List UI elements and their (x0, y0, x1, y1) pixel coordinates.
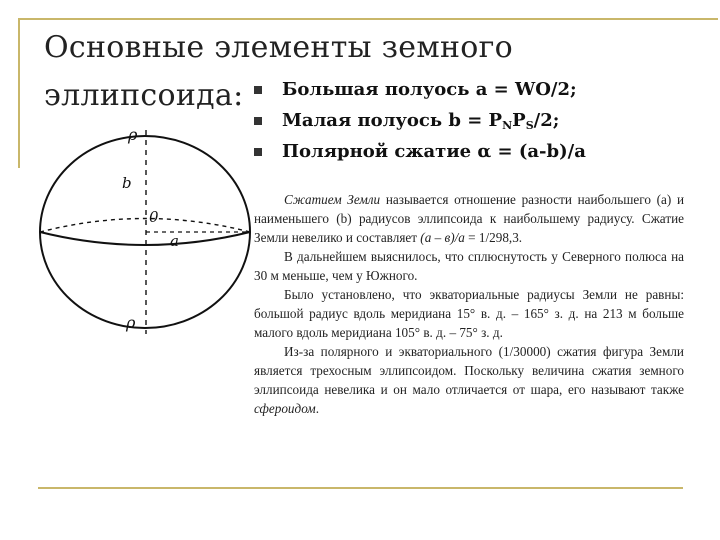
paragraph-definition (254, 190, 684, 247)
label-p-bottom: ρ (126, 313, 136, 332)
title-line-2: эллипсоида: (44, 78, 244, 113)
subscript-s: S (525, 119, 534, 132)
bullet-item (254, 109, 704, 140)
bullet-text-semimajor: Большая полуось a = WO/2; (282, 79, 577, 100)
ellipsoid-figure (28, 110, 253, 340)
bullet-item (254, 78, 704, 109)
bullet-text-flattening: Полярной сжатие α = (a-b)/a (282, 141, 586, 162)
term-flattening: Сжатием Земли (284, 192, 381, 207)
bullet-text-semiminor (282, 109, 559, 138)
title-line-1: Основные элементы земного (44, 30, 513, 65)
flattening-value: = 1/298,3. (464, 230, 523, 245)
semiminor-p: P (512, 110, 526, 131)
paragraph-polar-difference: В дальнейшем выяснилось, что сплюснутость у Северного полюса на 30 м меньше, чем у Южного. (254, 249, 684, 283)
term-spheroid: сфероидом (254, 401, 316, 416)
square-bullet-icon (254, 86, 262, 94)
square-bullet-icon (254, 117, 262, 125)
triaxial-text: Из-за полярного и экваториального (1/30000) сжатия фигура Земли является трехосным эллипсоидом. Поскольку величина сжатия земного эллипсоида невелика и он мало отличается от шара, его называют также (254, 344, 684, 397)
bullet-list (254, 78, 704, 171)
frame-left-line (18, 18, 20, 168)
body-text (254, 190, 684, 418)
label-b: b (122, 174, 132, 192)
square-bullet-icon (254, 148, 262, 156)
subscript-n: N (502, 119, 513, 132)
label-o: 0 (149, 208, 159, 226)
frame-top-line (18, 18, 718, 20)
paragraph-equatorial-radii: Было установлено, что экваториальные радиусы Земли не равны: большой радиус вдоль меридиана 15° в. д. – 165° з. д. на 213 м больше малого вдоль меридиана 105° в. д. – 75° з. д. (254, 287, 684, 340)
semiminor-end: /2; (533, 110, 560, 131)
bullet-item (254, 140, 704, 171)
definition-text: называется отношение разности наибольшего (a) и наименьшего (b) радиусов эллипсоида к наибольшему радиусу. Сжатие Земли невелико и составляет (254, 192, 684, 245)
paragraph-triaxial (254, 342, 684, 418)
label-p-top: ρ (128, 125, 138, 144)
frame-bottom-line (38, 487, 683, 489)
label-a: a (170, 232, 179, 250)
triaxial-end: . (315, 401, 319, 416)
flattening-formula: (a – в)/a (420, 230, 465, 245)
semiminor-text: Малая полуось b = P (282, 110, 503, 131)
